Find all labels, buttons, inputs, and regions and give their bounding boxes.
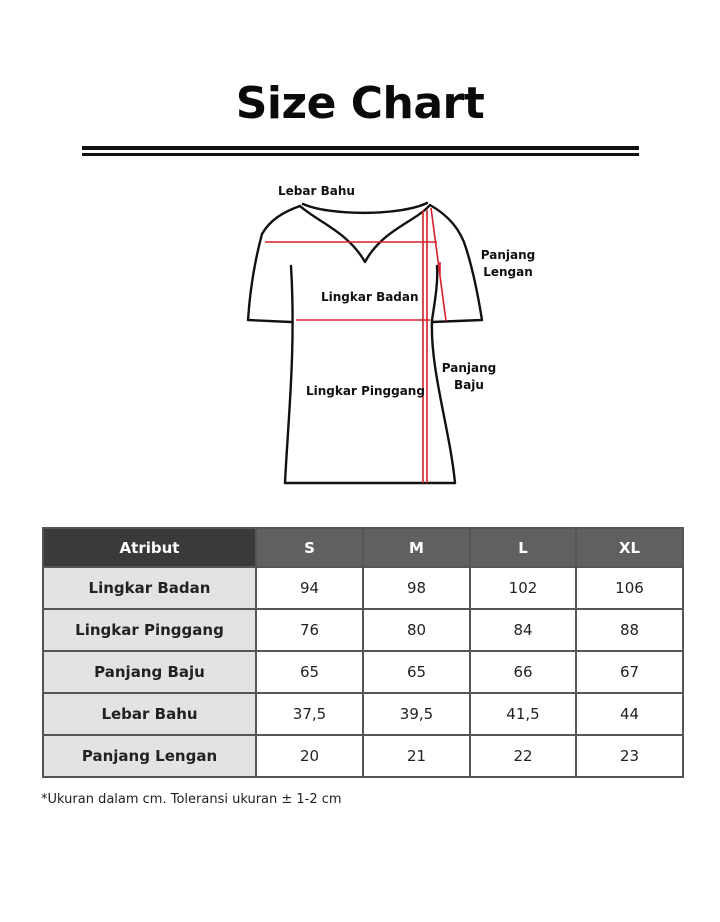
tshirt-outline-icon xyxy=(248,203,482,483)
row-label: Panjang Baju xyxy=(43,651,256,693)
label-lingkar-badan: Lingkar Badan xyxy=(321,290,419,304)
cell-value: 94 xyxy=(256,567,363,609)
cell-value: 66 xyxy=(470,651,576,693)
cell-value: 84 xyxy=(470,609,576,651)
cell-value: 65 xyxy=(363,651,470,693)
table-row xyxy=(43,693,683,735)
header-size-xl: XL xyxy=(576,528,683,567)
tolerance-note: *Ukuran dalam cm. Toleransi ukuran ± 1-2 cm xyxy=(41,792,342,807)
label-panjang-lengan-line2: Lengan xyxy=(483,265,533,279)
table-row xyxy=(43,609,683,651)
row-label: Lingkar Badan xyxy=(43,567,256,609)
row-label: Lebar Bahu xyxy=(43,693,256,735)
label-lebar-bahu: Lebar Bahu xyxy=(278,184,355,198)
label-panjang-baju-line1: Panjang xyxy=(441,361,497,375)
label-panjang-baju xyxy=(440,360,498,394)
size-table xyxy=(42,527,684,778)
cell-value: 44 xyxy=(576,693,683,735)
title-divider-thin xyxy=(82,153,639,156)
tshirt-illustration xyxy=(0,170,720,500)
label-panjang-baju-line2: Baju xyxy=(454,378,484,392)
cell-value: 41,5 xyxy=(470,693,576,735)
cell-value: 20 xyxy=(256,735,363,777)
cell-value: 67 xyxy=(576,651,683,693)
header-size-m: M xyxy=(363,528,470,567)
row-label: Lingkar Pinggang xyxy=(43,609,256,651)
tshirt-measurement-diagram xyxy=(0,170,720,500)
page-title: Size Chart xyxy=(235,78,485,129)
cell-value: 98 xyxy=(363,567,470,609)
cell-value: 88 xyxy=(576,609,683,651)
cell-value: 65 xyxy=(256,651,363,693)
header-size-l: L xyxy=(470,528,576,567)
cell-value: 23 xyxy=(576,735,683,777)
label-panjang-lengan-line1: Panjang xyxy=(480,248,536,262)
header-size-s: S xyxy=(256,528,363,567)
row-label: Panjang Lengan xyxy=(43,735,256,777)
table-row xyxy=(43,735,683,777)
cell-value: 80 xyxy=(363,609,470,651)
size-table-header xyxy=(43,528,683,567)
cell-value: 21 xyxy=(363,735,470,777)
cell-value: 22 xyxy=(470,735,576,777)
label-lingkar-pinggang: Lingkar Pinggang xyxy=(306,384,425,398)
header-atribut: Atribut xyxy=(43,528,256,567)
cell-value: 106 xyxy=(576,567,683,609)
label-panjang-lengan xyxy=(478,247,538,281)
cell-value: 76 xyxy=(256,609,363,651)
title-divider-thick xyxy=(82,146,639,150)
table-row xyxy=(43,567,683,609)
cell-value: 102 xyxy=(470,567,576,609)
table-row xyxy=(43,651,683,693)
cell-value: 39,5 xyxy=(363,693,470,735)
cell-value: 37,5 xyxy=(256,693,363,735)
